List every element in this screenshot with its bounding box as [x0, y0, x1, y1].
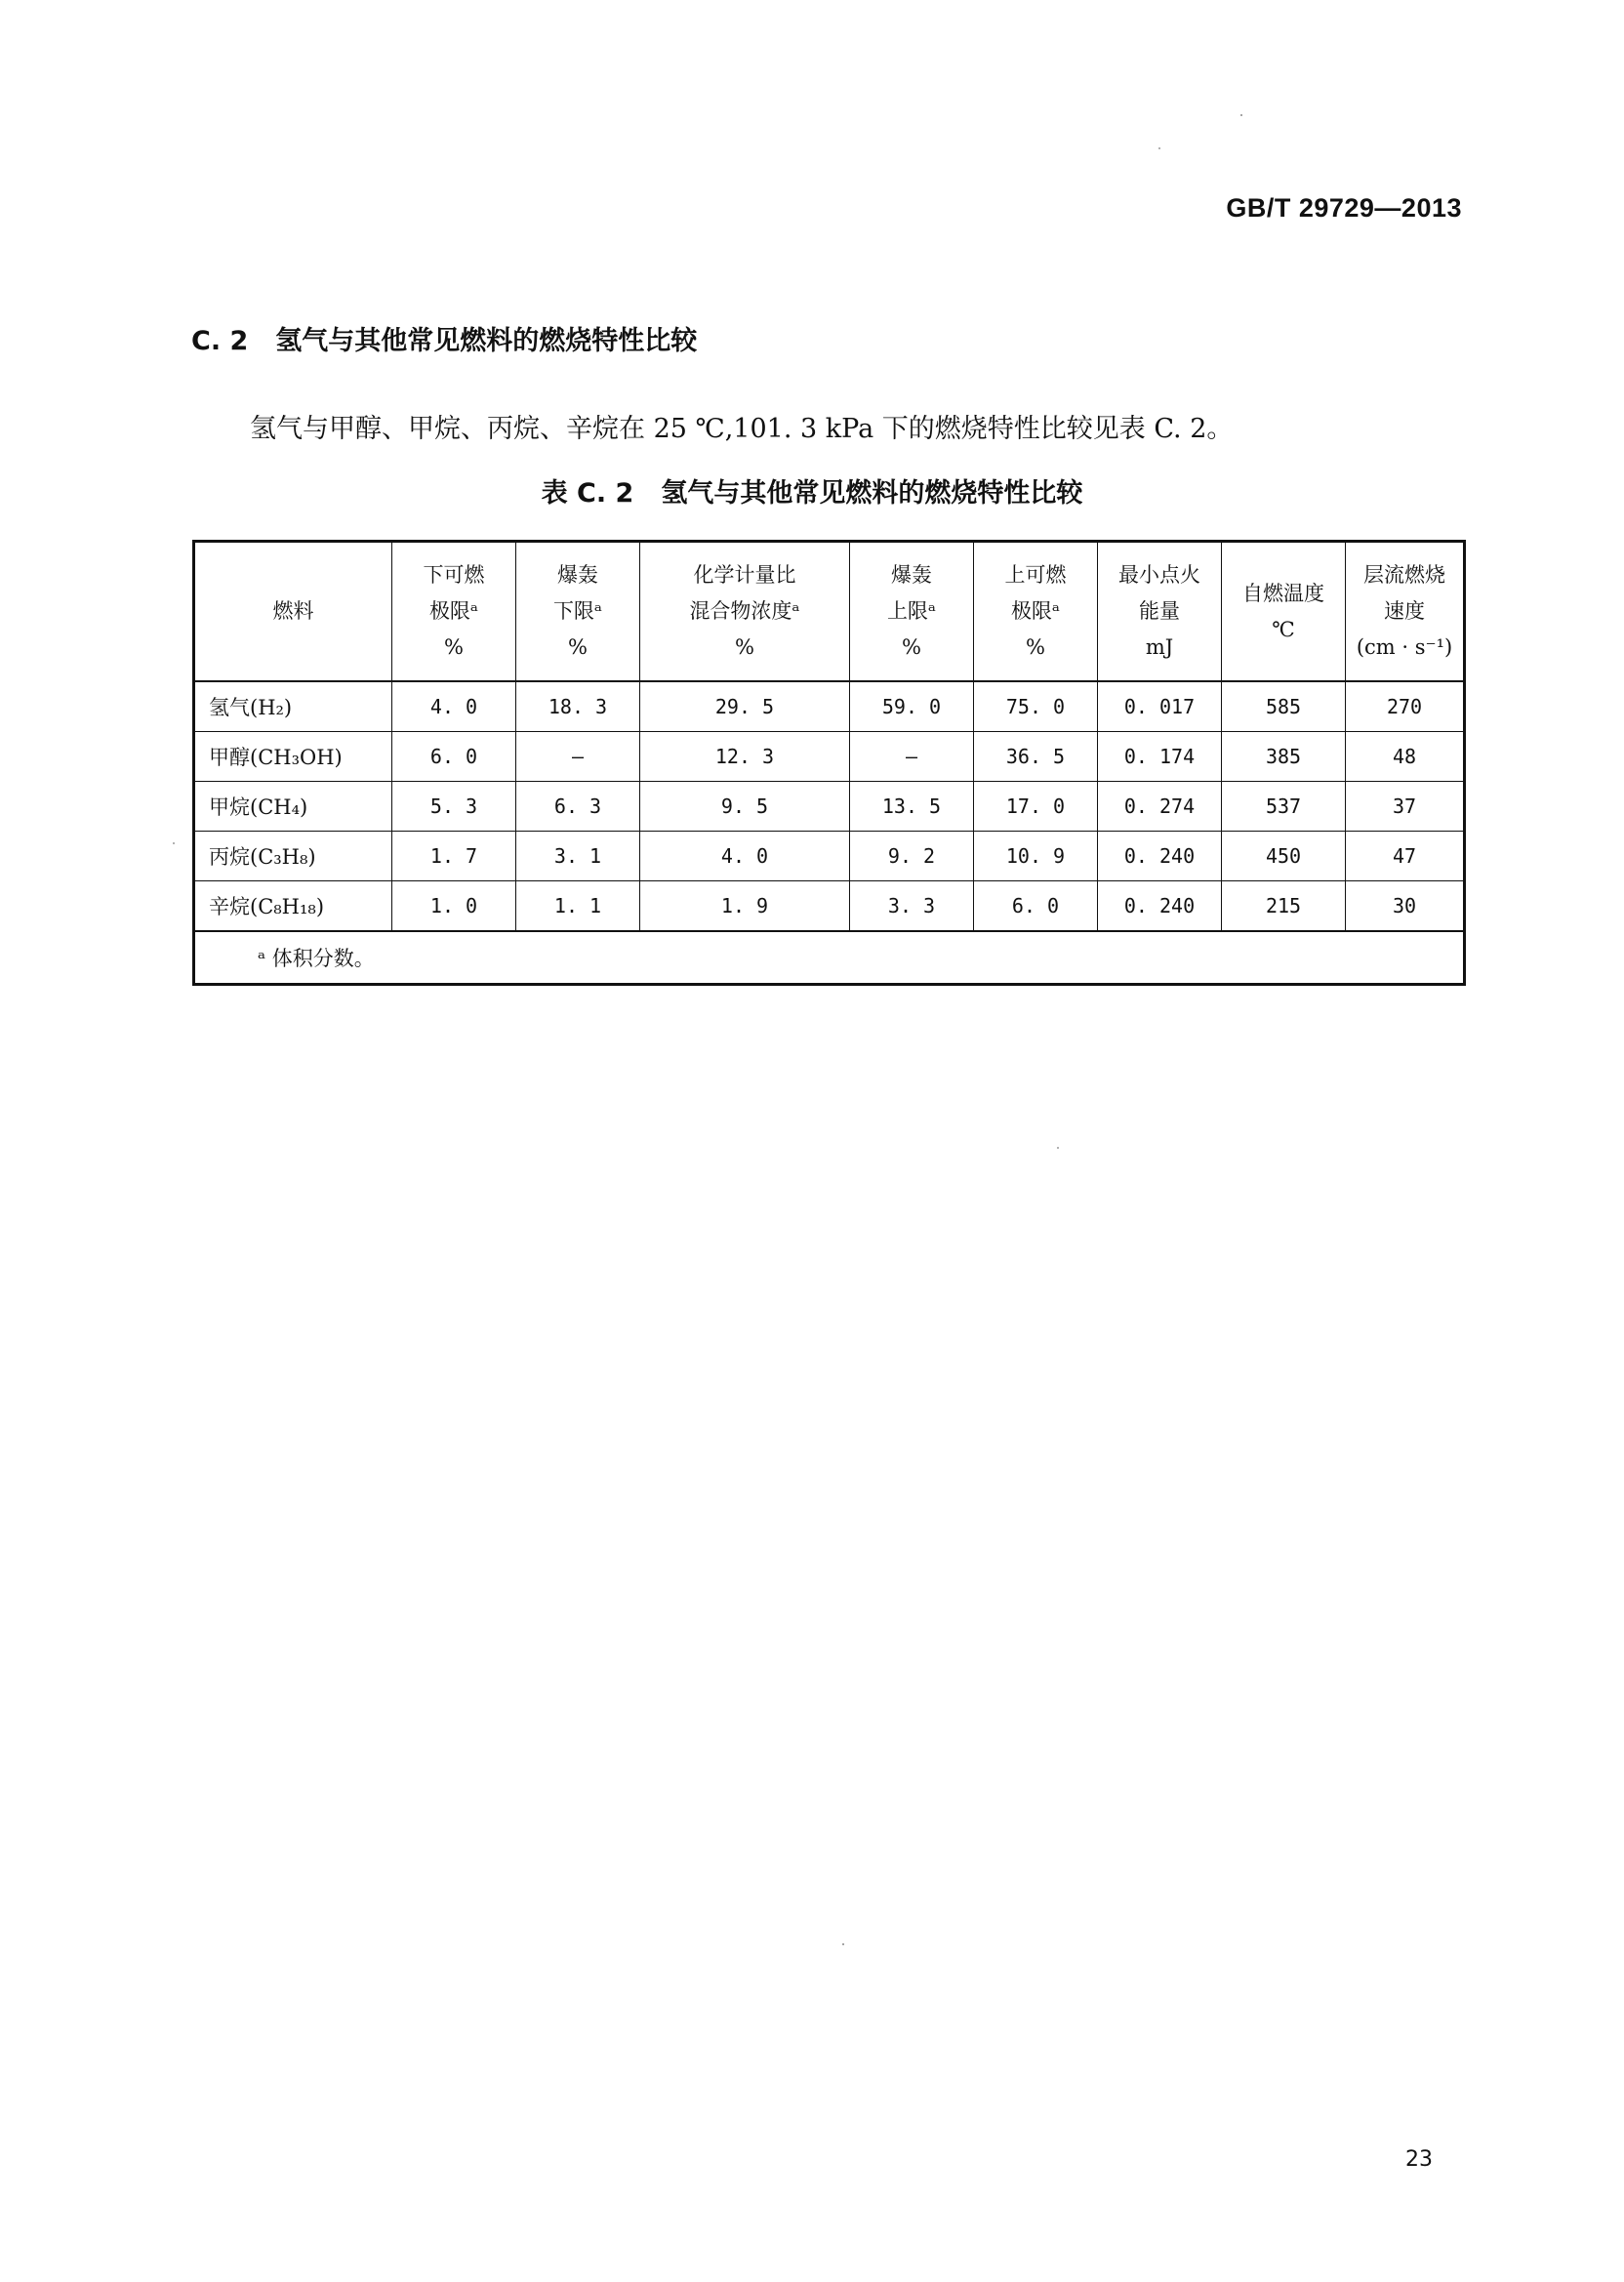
table-cell: 17. 0: [974, 782, 1098, 832]
table-cell: 1. 1: [516, 881, 640, 932]
scan-speck: [1240, 114, 1242, 116]
table-cell: 37: [1346, 782, 1465, 832]
table-cell: 9. 2: [850, 832, 974, 881]
table-cell: 6. 0: [974, 881, 1098, 932]
fuel-name: 氢气(H₂): [194, 681, 392, 732]
table-cell: —: [850, 732, 974, 782]
table-cell: 0. 174: [1098, 732, 1222, 782]
header-unit: %: [444, 635, 464, 659]
table-cell: 75. 0: [974, 681, 1098, 732]
table-cell: 10. 9: [974, 832, 1098, 881]
table-cell: 36. 5: [974, 732, 1098, 782]
table-cell: 18. 3: [516, 681, 640, 732]
header-line: 爆轰: [891, 563, 932, 587]
header-unit: %: [1026, 635, 1045, 659]
table-cell: 29. 5: [640, 681, 850, 732]
table-cell: 450: [1222, 832, 1346, 881]
table-cell: 59. 0: [850, 681, 974, 732]
fuel-name: 甲烷(CH₄): [194, 782, 392, 832]
table-caption-number: 表 C. 2: [541, 478, 634, 509]
table-cell: 47: [1346, 832, 1465, 881]
table-caption-title: 氢气与其他常见燃料的燃烧特性比较: [661, 478, 1083, 509]
header-line: 混合物浓度ᵃ: [689, 599, 800, 623]
table-cell: 537: [1222, 782, 1346, 832]
fuel-name: 辛烷(C₈H₁₈): [194, 881, 392, 932]
table-cell: 3. 1: [516, 832, 640, 881]
header-line: 极限ᵃ: [1010, 599, 1061, 623]
header-unit: %: [735, 635, 754, 659]
table-cell: 4. 0: [640, 832, 850, 881]
header-line: 自燃温度: [1242, 581, 1324, 605]
table-cell: 1. 7: [392, 832, 516, 881]
table-cell: —: [516, 732, 640, 782]
header-unit: (cm · s⁻¹): [1356, 635, 1453, 659]
scan-speck: [842, 1943, 844, 1945]
header-unit: ℃: [1272, 617, 1295, 641]
table-cell: 385: [1222, 732, 1346, 782]
table-cell: 48: [1346, 732, 1465, 782]
table-cell: 13. 5: [850, 782, 974, 832]
header-line: 能量: [1139, 599, 1180, 623]
header-line: 最小点火: [1118, 563, 1200, 587]
header-unit: mJ: [1145, 635, 1174, 659]
table-cell: 270: [1346, 681, 1465, 732]
header-line: 速度: [1384, 599, 1425, 623]
table-cell: 6. 0: [392, 732, 516, 782]
table-footnote: ᵃ 体积分数。: [194, 931, 1465, 985]
header-line: 极限ᵃ: [428, 599, 479, 623]
page-number: 23: [1405, 2147, 1433, 2172]
scan-speck: [1057, 1147, 1059, 1149]
header-line: 爆轰: [557, 563, 598, 587]
table-cell: 0. 274: [1098, 782, 1222, 832]
table-cell: 12. 3: [640, 732, 850, 782]
table-cell: 585: [1222, 681, 1346, 732]
scan-speck: [173, 842, 175, 844]
table-cell: 6. 3: [516, 782, 640, 832]
header-line: 层流燃烧: [1363, 563, 1445, 587]
header-line: 化学计量比: [693, 563, 796, 587]
fuel-name: 甲醇(CH₃OH): [194, 732, 392, 782]
table-cell: 1. 0: [392, 881, 516, 932]
scan-speck: [1158, 147, 1160, 149]
table-cell: 0. 240: [1098, 832, 1222, 881]
table-cell: 4. 0: [392, 681, 516, 732]
fuel-name: 丙烷(C₃H₈): [194, 832, 392, 881]
section-title: 氢气与其他常见燃料的燃烧特性比较: [275, 326, 698, 356]
body-paragraph: 氢气与甲醇、甲烷、丙烷、辛烷在 25 ℃,101. 3 kPa 下的燃烧特性比较见表 C. 2。: [250, 414, 1234, 444]
section-number: C. 2: [191, 326, 249, 356]
header-unit: %: [902, 635, 921, 659]
header-fuel-line: 燃料: [272, 599, 314, 623]
header-line: 下可燃: [423, 563, 485, 587]
header-line: 上限ᵃ: [886, 599, 937, 623]
table-cell: 1. 9: [640, 881, 850, 932]
standard-number: GB/T 29729—2013: [1226, 193, 1462, 223]
header-line: 上可燃: [1004, 563, 1067, 587]
table-cell: 30: [1346, 881, 1465, 932]
table-cell: 215: [1222, 881, 1346, 932]
table-cell: 0. 017: [1098, 681, 1222, 732]
header-line: 下限ᵃ: [552, 599, 603, 623]
table-cell: 3. 3: [850, 881, 974, 932]
table-cell: 0. 240: [1098, 881, 1222, 932]
header-unit: %: [568, 635, 588, 659]
table-cell: 5. 3: [392, 782, 516, 832]
table-cell: 9. 5: [640, 782, 850, 832]
